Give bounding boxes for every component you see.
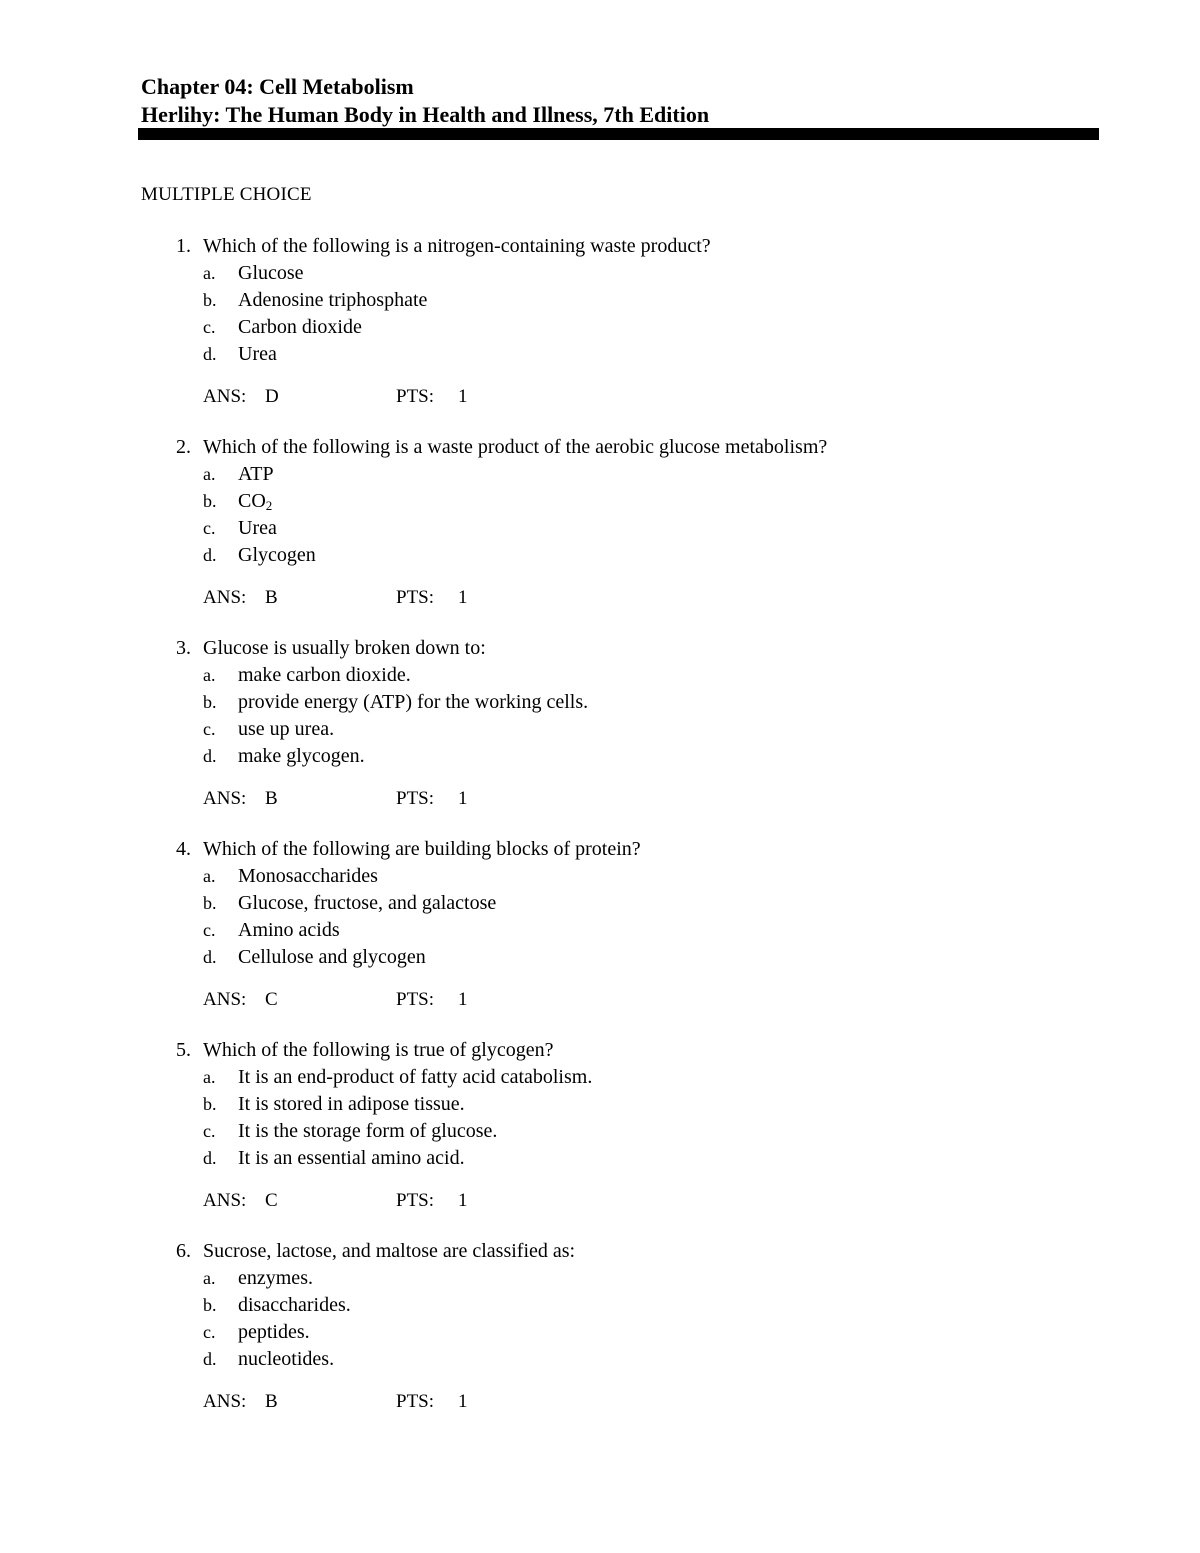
question-text: Which of the following is a waste product of the aerobic glucose metabolism?	[203, 436, 828, 458]
option-text: It is an essential amino acid.	[238, 1147, 465, 1169]
answer-row	[0, 786, 1200, 812]
answer-row	[0, 384, 1200, 410]
option-item	[0, 743, 1200, 770]
book-title: Herlihy: The Human Body in Health and Illness, 7th Edition	[141, 102, 710, 127]
chapter-title: Chapter 04: Cell Metabolism	[141, 74, 414, 99]
option-text: Glucose	[238, 262, 304, 284]
option-letter: d.	[203, 746, 217, 766]
points-label: PTS:	[396, 1190, 435, 1211]
option-text: make carbon dioxide.	[238, 664, 411, 686]
option-item	[0, 260, 1200, 287]
points-value: 1	[458, 587, 468, 608]
option-letter: c.	[203, 317, 216, 337]
question-item	[0, 635, 1200, 836]
question-item	[0, 1238, 1200, 1439]
question-number: 5.	[176, 1039, 191, 1061]
question-text: Sucrose, lactose, and maltose are classified as:	[203, 1240, 576, 1262]
option-text: make glycogen.	[238, 745, 365, 767]
answer-row	[0, 1389, 1200, 1415]
option-text: Carbon dioxide	[238, 316, 362, 338]
option-list	[0, 1265, 1200, 1373]
option-letter: d.	[203, 344, 217, 364]
answer-value: C	[265, 989, 278, 1010]
option-letter: d.	[203, 1349, 217, 1369]
option-list	[0, 461, 1200, 569]
answer-label: ANS:	[203, 587, 247, 608]
points-label: PTS:	[396, 989, 435, 1010]
answer-value: B	[265, 587, 278, 608]
option-letter: d.	[203, 1148, 217, 1168]
document-header	[141, 73, 1101, 129]
option-text: It is stored in adipose tissue.	[238, 1093, 465, 1115]
option-text: Glucose, fructose, and galactose	[238, 892, 497, 914]
option-text: Glycogen	[238, 544, 316, 566]
option-text: Urea	[238, 343, 277, 365]
option-letter: b.	[203, 893, 217, 913]
question-number: 3.	[176, 637, 191, 659]
option-letter: c.	[203, 719, 216, 739]
question-text: Which of the following is a nitrogen-containing waste product?	[203, 235, 711, 257]
question-text: Which of the following is true of glycogen?	[203, 1039, 554, 1061]
option-text: peptides.	[238, 1321, 310, 1343]
option-text: use up urea.	[238, 718, 335, 740]
option-letter: a.	[203, 665, 216, 685]
option-text: ATP	[238, 463, 274, 485]
option-list	[0, 1064, 1200, 1172]
option-list	[0, 662, 1200, 770]
option-text: It is the storage form of glucose.	[238, 1120, 498, 1142]
question-item	[0, 836, 1200, 1037]
question-list	[0, 233, 1200, 1439]
option-item	[0, 1292, 1200, 1319]
option-text: nucleotides.	[238, 1348, 335, 1370]
points-label: PTS:	[396, 1391, 435, 1412]
option-letter: b.	[203, 1094, 217, 1114]
option-item	[0, 1064, 1200, 1091]
option-item	[0, 488, 1200, 515]
option-item	[0, 1265, 1200, 1292]
answer-row	[0, 585, 1200, 611]
question-item	[0, 1037, 1200, 1238]
option-letter: b.	[203, 1295, 217, 1315]
subscript: 2	[265, 498, 273, 513]
option-text: Cellulose and glycogen	[238, 946, 426, 968]
question-text: Which of the following are building blocks of protein?	[203, 838, 641, 860]
option-letter: b.	[203, 491, 217, 511]
section-heading: MULTIPLE CHOICE	[141, 184, 312, 205]
option-text: $CO_2$	[238, 490, 273, 513]
option-text: Monosaccharides	[238, 865, 378, 887]
answer-label: ANS:	[203, 386, 247, 407]
option-text: It is an end-product of fatty acid catabolism.	[238, 1066, 593, 1088]
option-item	[0, 689, 1200, 716]
answer-row	[0, 1188, 1200, 1214]
answer-label: ANS:	[203, 788, 247, 809]
option-letter: c.	[203, 920, 216, 940]
option-item	[0, 1091, 1200, 1118]
option-item	[0, 917, 1200, 944]
option-text: Amino acids	[238, 919, 340, 941]
option-letter: a.	[203, 263, 216, 283]
answer-label: ANS:	[203, 1391, 247, 1412]
option-text: disaccharides.	[238, 1294, 351, 1316]
points-label: PTS:	[396, 386, 435, 407]
option-letter: c.	[203, 1121, 216, 1141]
option-item	[0, 341, 1200, 368]
option-letter: a.	[203, 464, 216, 484]
points-value: 1	[458, 989, 468, 1010]
option-item	[0, 863, 1200, 890]
option-letter: a.	[203, 1268, 216, 1288]
option-text: provide energy (ATP) for the working cells.	[238, 691, 589, 713]
option-item	[0, 542, 1200, 569]
points-value: 1	[458, 1391, 468, 1412]
option-list	[0, 260, 1200, 368]
option-letter: d.	[203, 947, 217, 967]
option-text: enzymes.	[238, 1267, 313, 1289]
points-label: PTS:	[396, 788, 435, 809]
question-number: 1.	[176, 235, 191, 257]
option-letter: b.	[203, 692, 217, 712]
question-item	[0, 434, 1200, 635]
answer-row	[0, 987, 1200, 1013]
option-letter: c.	[203, 1322, 216, 1342]
option-text: Adenosine triphosphate	[238, 289, 428, 311]
option-item	[0, 662, 1200, 689]
answer-value: B	[265, 1391, 278, 1412]
option-letter: c.	[203, 518, 216, 538]
option-list	[0, 863, 1200, 971]
question-item	[0, 233, 1200, 434]
option-item	[0, 1118, 1200, 1145]
option-letter: b.	[203, 290, 217, 310]
option-item	[0, 515, 1200, 542]
option-letter: d.	[203, 545, 217, 565]
option-item	[0, 1145, 1200, 1172]
option-item	[0, 314, 1200, 341]
option-letter: a.	[203, 866, 216, 886]
answer-label: ANS:	[203, 1190, 247, 1211]
points-label: PTS:	[396, 587, 435, 608]
points-value: 1	[458, 386, 468, 407]
answer-label: ANS:	[203, 989, 247, 1010]
option-item	[0, 1319, 1200, 1346]
option-item	[0, 890, 1200, 917]
answer-value: D	[265, 386, 279, 407]
option-letter: a.	[203, 1067, 216, 1087]
option-item	[0, 1346, 1200, 1373]
option-item	[0, 944, 1200, 971]
header-rule	[138, 128, 1099, 140]
option-text: Urea	[238, 517, 277, 539]
points-value: 1	[458, 1190, 468, 1211]
answer-value: B	[265, 788, 278, 809]
question-number: 4.	[176, 838, 191, 860]
option-item	[0, 461, 1200, 488]
question-number: 6.	[176, 1240, 191, 1262]
points-value: 1	[458, 788, 468, 809]
answer-value: C	[265, 1190, 278, 1211]
option-item	[0, 287, 1200, 314]
option-item	[0, 716, 1200, 743]
question-text: Glucose is usually broken down to:	[203, 637, 486, 659]
question-number: 2.	[176, 436, 191, 458]
